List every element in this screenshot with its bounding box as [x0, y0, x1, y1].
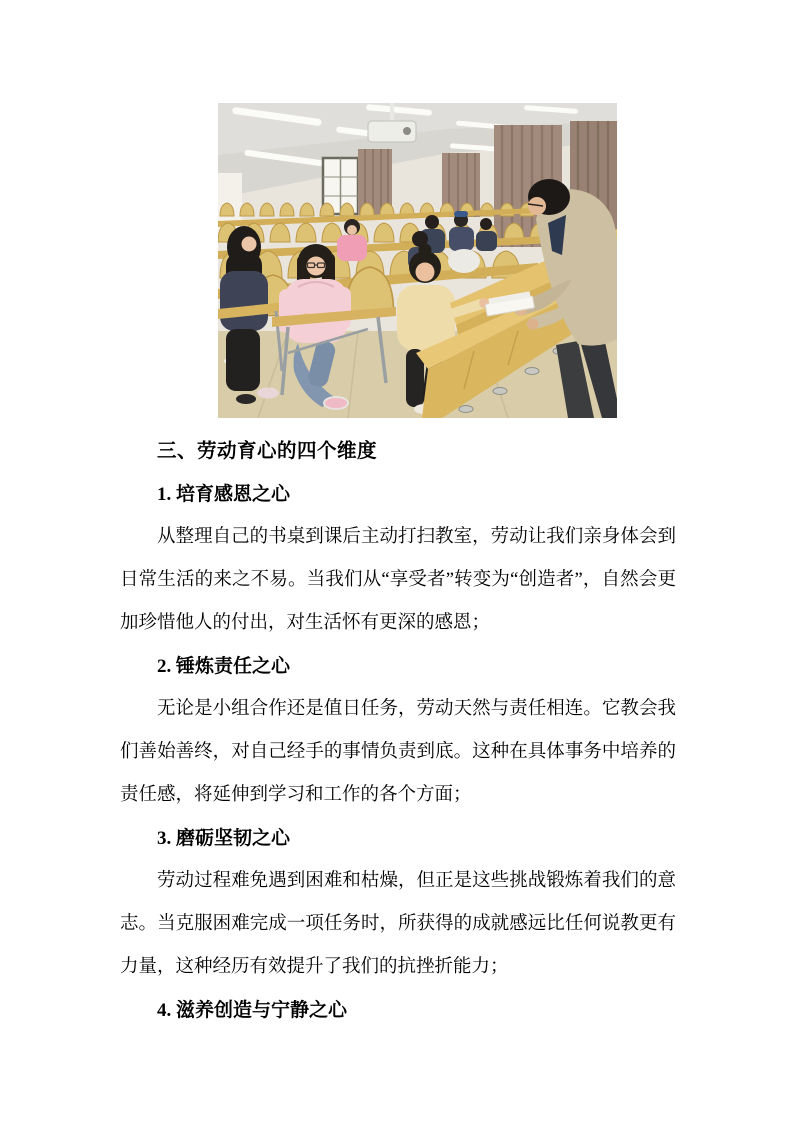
- classroom-photo-illustration: [218, 103, 617, 418]
- subsection-heading-1: 1. 培育感恩之心: [157, 484, 291, 505]
- subsection-heading-3: 3. 磨砺坚韧之心: [157, 828, 291, 849]
- paragraph-1: 从整理自己的书桌到课后主动打扫教室，劳动让我们亲身体会到日常生活的来之不易。当我们从“享受者”转变为“创造者”，自然会更加珍惜他人的付出，对生活怀有更深的感恩；: [120, 527, 676, 633]
- subsection-heading-2: 2. 锤炼责任之心: [157, 656, 291, 677]
- paragraph-3: 劳动过程难免遇到困难和枯燥，但正是这些挑战锻炼着我们的意志。当克服困难完成一项任务时，所获得的成就感远比任何说教更有力量，这种经历有效提升了我们的抗挫折能力；: [120, 871, 676, 977]
- paragraph-2: 无论是小组合作还是值日任务，劳动天然与责任相连。它教会我们善始善终，对自己经手的事情负责到底。这种在具体事务中培养的责任感，将延伸到学习和工作的各个方面；: [120, 699, 676, 805]
- subsection-heading-4: 4. 滋养创造与宁静之心: [157, 1000, 348, 1021]
- document-body: [120, 430, 676, 1032]
- section-heading: 三、劳动育心的四个维度: [157, 440, 378, 462]
- classroom-photo: [218, 103, 617, 418]
